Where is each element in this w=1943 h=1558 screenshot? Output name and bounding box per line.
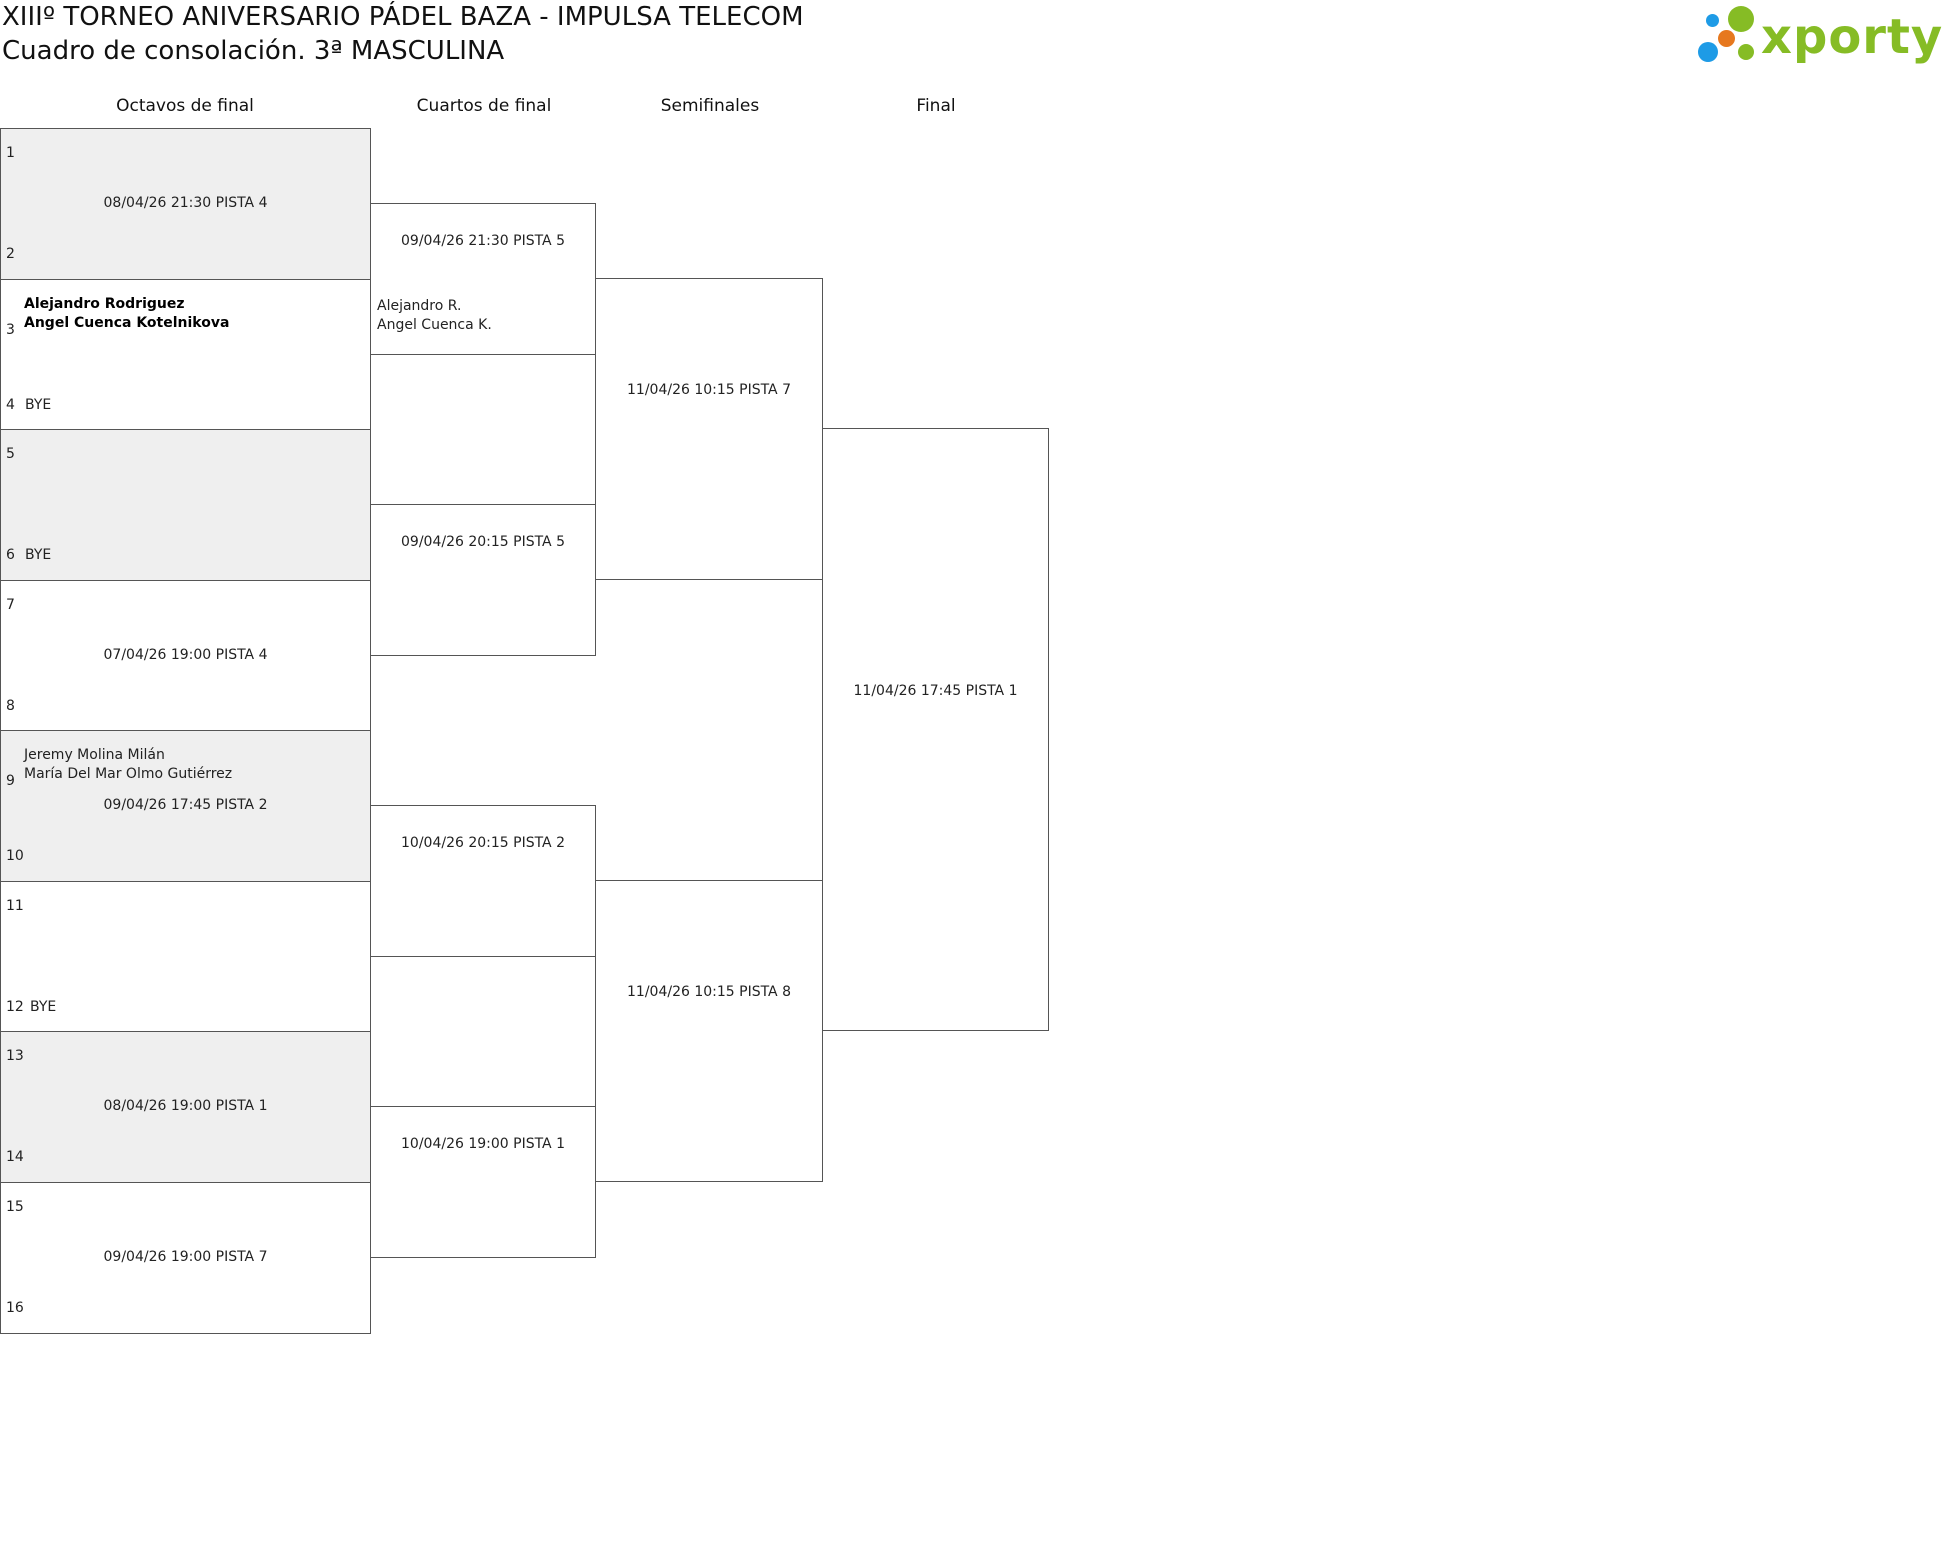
seed-number: 16: [6, 1299, 24, 1316]
seed-number: 2: [6, 246, 15, 262]
seed-number: 9: [6, 773, 15, 789]
round-header-final: Final: [916, 96, 956, 116]
match-schedule: 10/04/26 19:00 PISTA 1: [401, 1136, 565, 1152]
logo-dot-green-small: [1738, 44, 1754, 60]
match-cuartos-4[interactable]: [370, 1106, 596, 1258]
match-schedule: 08/04/26 21:30 PISTA 4: [103, 195, 268, 211]
player-name: Alejandro R.: [377, 298, 462, 314]
draw-subtitle: Cuadro de consolación. 3ª MASCULINA: [2, 36, 505, 66]
seed-number: 11: [6, 897, 24, 914]
seed-number: 4: [6, 396, 15, 413]
seed-number: 15: [6, 1198, 24, 1215]
logo-wordmark: xporty: [1761, 9, 1943, 65]
seed-number: 5: [6, 446, 15, 462]
logo-dot-green: [1728, 6, 1754, 32]
match-schedule: 07/04/26 19:00 PISTA 4: [103, 646, 268, 663]
match-schedule: 09/04/26 21:30 PISTA 5: [401, 233, 565, 249]
bye-label: BYE: [30, 998, 57, 1015]
match-schedule: 09/04/26 17:45 PISTA 2: [103, 797, 268, 813]
seed-number: 6: [6, 547, 15, 563]
round-header-octavos: Octavos de final: [116, 96, 254, 116]
round-header-cuartos: Cuartos de final: [416, 96, 552, 116]
match-schedule: 08/04/26 19:00 PISTA 1: [103, 1098, 268, 1114]
bye-label: BYE: [25, 396, 52, 413]
match-schedule: 11/04/26 10:15 PISTA 7: [627, 382, 791, 398]
seed-number: 7: [6, 596, 15, 613]
match-semifinal-2[interactable]: [595, 880, 823, 1182]
match-schedule: 10/04/26 20:15 PISTA 2: [401, 835, 565, 851]
seed-number: 3: [6, 321, 15, 338]
match-final[interactable]: [822, 428, 1049, 1031]
match-schedule: 09/04/26 20:15 PISTA 5: [401, 534, 565, 550]
player-name: Angel Cuenca Kotelnikova: [24, 314, 230, 331]
seed-number: 1: [6, 145, 15, 161]
match-cuartos-2[interactable]: [370, 504, 596, 656]
logo-dot-blue: [1698, 42, 1718, 62]
bye-label: BYE: [25, 547, 52, 563]
logo-dot-orange: [1718, 30, 1735, 47]
match-cuartos-3[interactable]: [370, 805, 596, 957]
match-schedule: 11/04/26 10:15 PISTA 8: [627, 984, 791, 1000]
logo-dot-blue-small: [1706, 14, 1719, 27]
seed-number: 12: [6, 998, 24, 1015]
player-name: Jeremy Molina Milán: [24, 747, 165, 763]
tournament-title: XIIIº TORNEO ANIVERSARIO PÁDEL BAZA - IMPULSA TELECOM: [2, 2, 804, 32]
match-schedule: 11/04/26 17:45 PISTA 1: [853, 683, 1018, 699]
seed-number: 14: [6, 1149, 24, 1165]
xporty-logo: [1696, 0, 1943, 70]
player-name: Angel Cuenca K.: [377, 317, 492, 333]
round-header-semifinales: Semifinales: [660, 96, 760, 116]
match-schedule: 09/04/26 19:00 PISTA 7: [103, 1248, 268, 1265]
match-semifinal-1[interactable]: [595, 278, 823, 580]
player-name: María Del Mar Olmo Gutiérrez: [24, 766, 233, 782]
seed-number: 13: [6, 1048, 24, 1064]
seed-number: 10: [6, 848, 24, 864]
seed-number: 8: [6, 697, 15, 714]
player-name: Alejandro Rodriguez: [24, 295, 185, 312]
